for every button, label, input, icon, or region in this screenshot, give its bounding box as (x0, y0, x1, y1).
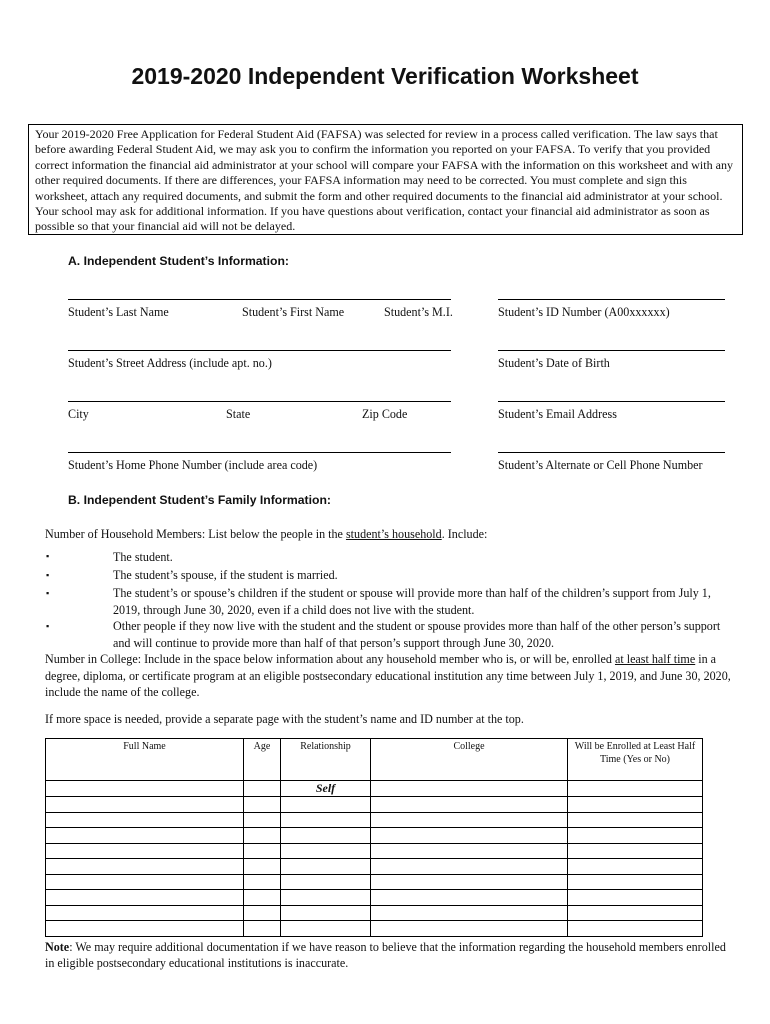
city-label: City (68, 407, 89, 421)
cell-half-time[interactable] (568, 828, 703, 844)
college-instructions (45, 651, 735, 701)
cell-half-time[interactable] (568, 905, 703, 921)
dob-line[interactable] (498, 350, 725, 351)
note-text: : We may require additional documentation if we have reason to believe that the information regarding the household members enrolled in eligible postsecondary educational institutions is inaccurate. (45, 940, 726, 970)
name-line[interactable] (68, 299, 451, 300)
cell-age[interactable] (244, 890, 281, 906)
cell-relationship[interactable] (281, 843, 371, 859)
street-line[interactable] (68, 350, 451, 351)
bullet-icon: ▪ (46, 551, 50, 561)
cell-age[interactable] (244, 797, 281, 813)
cell-full-name[interactable] (46, 859, 244, 875)
bullet-item: The student. (113, 550, 173, 564)
cell-college[interactable] (371, 843, 568, 859)
id-number-line[interactable] (498, 299, 725, 300)
col-full-name: Full Name (46, 739, 244, 781)
cell-age[interactable] (244, 843, 281, 859)
cell-half-time[interactable] (568, 859, 703, 875)
table-header-row (46, 739, 703, 781)
bullet-item: Other people if they now live with the student and the student or spouse provides more than half of the other person’s support and will continue to provide more than half of that person’s support through June 30, 2020. (113, 619, 721, 650)
college-prefix: Number in College: Include in the space below information about any household member who is, or will be, enrolled (45, 652, 615, 666)
table-row (46, 797, 703, 813)
cell-relationship[interactable] (281, 828, 371, 844)
cell-half-time[interactable] (568, 812, 703, 828)
cell-college[interactable] (371, 905, 568, 921)
cell-college[interactable] (371, 874, 568, 890)
id-number-label: Student’s ID Number (A00xxxxxx) (498, 305, 670, 319)
table-row (46, 890, 703, 906)
college-suffix: in a degree, diploma, or certificate program at an eligible postsecondary educational institution any time between July 1, 2019, and June 30, 2020, include the name of the college. (45, 652, 731, 699)
cell-age[interactable] (244, 874, 281, 890)
cell-age[interactable] (244, 859, 281, 875)
cell-age[interactable] (244, 921, 281, 937)
first-name-label: Student’s First Name (242, 305, 345, 319)
cell-college[interactable] (371, 781, 568, 797)
table-row (46, 859, 703, 875)
zip-label: Zip Code (362, 407, 408, 421)
table-row (46, 781, 703, 797)
col-age: Age (244, 739, 281, 781)
city-state-zip-line[interactable] (68, 401, 451, 402)
half-time-link: at least half time (614, 652, 696, 666)
email-label: Student’s Email Address (498, 407, 617, 421)
cell-half-time[interactable] (568, 874, 703, 890)
cell-full-name[interactable] (46, 812, 244, 828)
household-intro (45, 526, 735, 543)
table-row (46, 874, 703, 890)
cell-relationship[interactable] (281, 890, 371, 906)
cell-full-name[interactable] (46, 874, 244, 890)
bullet-item: The student’s or spouse’s children if the student or spouse will provide more than half of the children’s support from July 1, 2019, through June 30, 2020, even if a child does not live with the student. (113, 586, 711, 617)
cell-college[interactable] (371, 921, 568, 937)
cell-relationship[interactable] (281, 905, 371, 921)
cell-age[interactable] (244, 812, 281, 828)
cell-full-name[interactable] (46, 797, 244, 813)
table-row (46, 812, 703, 828)
cell-relationship[interactable] (281, 921, 371, 937)
table-row (46, 828, 703, 844)
cell-college[interactable] (371, 812, 568, 828)
cell-half-time[interactable] (568, 797, 703, 813)
cell-relationship-self: Self (281, 781, 371, 797)
household-table (45, 738, 703, 937)
cell-half-time[interactable] (568, 843, 703, 859)
cell-half-time[interactable] (568, 890, 703, 906)
bullet-icon: ▪ (46, 621, 50, 631)
note-label: Note (45, 940, 70, 954)
cell-half-time[interactable] (568, 781, 703, 797)
cell-college[interactable] (371, 890, 568, 906)
cell-college[interactable] (371, 859, 568, 875)
page-title: 2019-2020 Independent Verification Worksheet (131, 63, 639, 89)
table-row (46, 905, 703, 921)
cell-age[interactable] (244, 781, 281, 797)
col-relationship: Relationship (281, 739, 371, 781)
cell-relationship[interactable] (281, 797, 371, 813)
section-a-heading: A. Independent Student’s Information: (68, 254, 289, 268)
email-line[interactable] (498, 401, 725, 402)
bullet-icon: ▪ (46, 588, 50, 598)
more-space-note: If more space is needed, provide a separate page with the student’s name and ID number at the top. (45, 712, 524, 726)
home-phone-line[interactable] (68, 452, 451, 453)
household-suffix: . Include: (441, 527, 488, 541)
dob-label: Student’s Date of Birth (498, 356, 610, 370)
household-prefix: Number of Household Members: List below the people in the (45, 527, 346, 541)
cell-half-time[interactable] (568, 921, 703, 937)
household-link: student’s household (345, 527, 442, 541)
cell-college[interactable] (371, 828, 568, 844)
cell-age[interactable] (244, 905, 281, 921)
cell-relationship[interactable] (281, 812, 371, 828)
cell-full-name[interactable] (46, 890, 244, 906)
bullet-item: The student’s spouse, if the student is married. (113, 568, 338, 582)
table-row (46, 921, 703, 937)
street-label: Student’s Street Address (include apt. no.) (68, 356, 272, 370)
table-row (46, 843, 703, 859)
cell-full-name[interactable] (46, 921, 244, 937)
intro-box: Your 2019-2020 Free Application for Federal Student Aid (FAFSA) was selected for review in a process called verification. The law says that before awarding Federal Student Aid, we may ask you to confirm the information you reported on your FAFSA. To verify that you provided correct information the financial aid administrator at your school will compare your FAFSA with the information on this worksheet and with any other required documents. If there are differences, your FAFSA information may need to be corrected. You must complete and sign this worksheet, attach any required documents, and submit the form and other required documents to the financial aid administrator at your school. Your school may ask for additional information. If you have questions about verification, contact your financial aid administrator as soon as possible so that your financial aid will not be delayed. (28, 124, 743, 235)
last-name-label: Student’s Last Name (68, 305, 169, 319)
bullet-icon: ▪ (46, 570, 50, 580)
cell-full-name[interactable] (46, 905, 244, 921)
cell-college[interactable] (371, 797, 568, 813)
cell-relationship[interactable] (281, 874, 371, 890)
cell-full-name[interactable] (46, 828, 244, 844)
cell-phone-label: Student’s Alternate or Cell Phone Number (498, 458, 703, 472)
cell-full-name[interactable] (46, 781, 244, 797)
cell-full-name[interactable] (46, 843, 244, 859)
cell-phone-line[interactable] (498, 452, 725, 453)
state-label: State (226, 407, 251, 421)
cell-relationship[interactable] (281, 859, 371, 875)
cell-age[interactable] (244, 828, 281, 844)
home-phone-label: Student’s Home Phone Number (include area code) (68, 458, 318, 472)
mi-label: Student’s M.I. (384, 305, 453, 319)
col-college: College (371, 739, 568, 781)
note-paragraph (45, 939, 735, 971)
col-half-time: Will be Enrolled at Least Half Time (Yes or No) (568, 739, 703, 781)
section-b-heading: B. Independent Student’s Family Information: (68, 493, 331, 507)
